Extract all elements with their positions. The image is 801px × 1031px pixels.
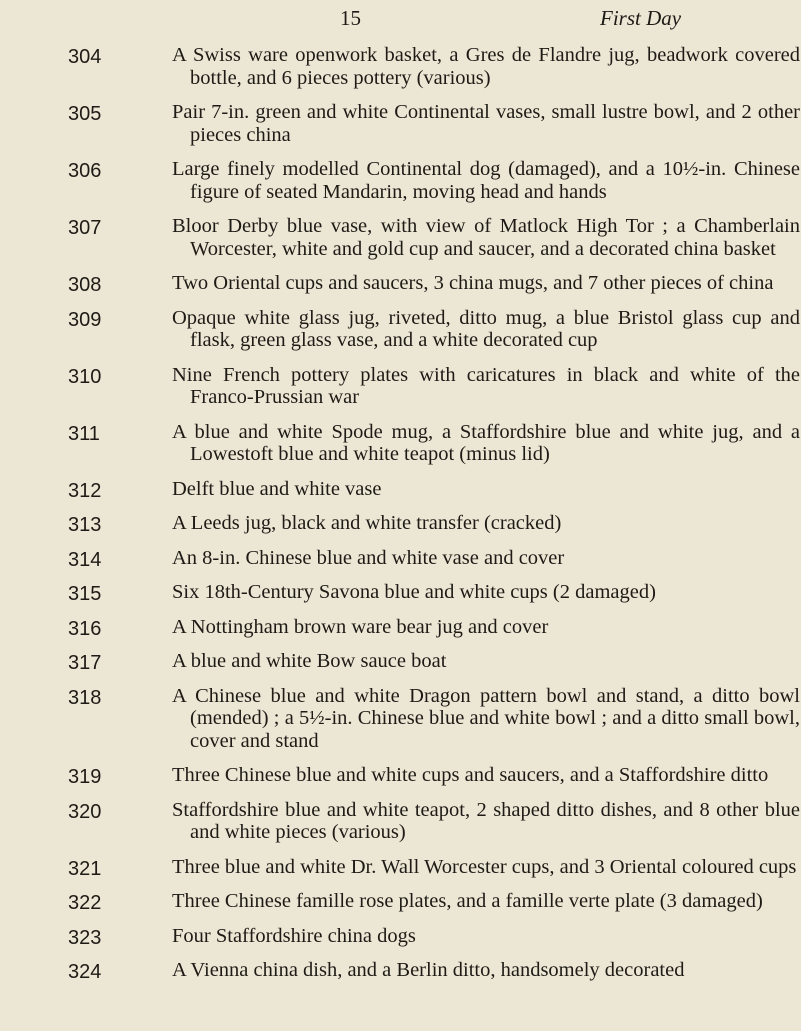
lot-number: 311: [68, 422, 100, 445]
lot-number: 314: [68, 548, 102, 571]
lot-description: Nine French pottery plates with caricatures in black and white of the Franco-Prussian war: [172, 363, 800, 408]
lot-entry: [0, 685, 801, 753]
lot-number: 312: [68, 479, 102, 502]
lot-description: Six 18th-Century Savona blue and white cups (2 damaged): [172, 581, 656, 603]
lot-entry: [0, 959, 801, 982]
lot-description: A Chinese blue and white Dragon pattern bowl and stand, a ditto bowl (mended) ; a 5½-in. Chinese blue and white bowl ; and a ditto small bowl, cover and stand: [172, 684, 800, 752]
lot-number: 324: [68, 961, 102, 983]
lot-description: A blue and white Spode mug, a Staffordshire blue and white jug, and a Lowestoft blue and white teapot (minus lid): [172, 420, 800, 465]
lot-number: 313: [68, 514, 102, 536]
lot-description: Three Chinese famille rose plates, and a famille verte plate (3 damaged): [172, 890, 763, 912]
lot-number: 322: [68, 892, 102, 914]
lot-number: 318: [68, 686, 102, 709]
running-title: First Day: [600, 6, 682, 30]
lot-description: Bloor Derby blue vase, with view of Matlock High Tor ; a Chamberlain Worcester, white and gold cup and saucer, and a decorated china basket: [172, 215, 800, 260]
lot-number: 305: [68, 103, 102, 125]
lot-entry: [0, 44, 801, 89]
lot-entry: [0, 650, 801, 673]
lot-description: Large finely modelled Continental dog (damaged), and a 10½-in. Chinese figure of seated Mandarin, moving head and hands: [172, 158, 800, 203]
lot-entry: [0, 547, 801, 570]
lot-entry: [0, 307, 801, 352]
lot-number: 321: [68, 857, 102, 880]
lot-number: 307: [68, 217, 102, 239]
page-number: 15: [340, 6, 361, 30]
lot-entry: [0, 890, 801, 913]
lot-entry: [0, 101, 801, 146]
lot-number: 304: [68, 46, 102, 68]
lot-entry: [0, 581, 801, 604]
lot-entry: [0, 764, 801, 787]
lot-list: [0, 44, 801, 994]
lot-entry: [0, 616, 801, 639]
lot-number: 310: [68, 365, 102, 388]
lot-description: A Swiss ware openwork basket, a Gres de Flandre jug, beadwork covered bottle, and 6 pieces pottery (various): [172, 44, 800, 89]
lot-number: 323: [68, 926, 102, 949]
lot-entry: [0, 421, 801, 466]
lot-description: Three blue and white Dr. Wall Worcester cups, and 3 Oriental coloured cups: [172, 855, 797, 878]
lot-entry: [0, 512, 801, 535]
lot-description: Two Oriental cups and saucers, 3 china mugs, and 7 other pieces of china: [172, 272, 774, 294]
lot-description: A Vienna china dish, and a Berlin ditto, handsomely decorated: [172, 959, 685, 981]
lot-description: Pair 7-in. green and white Continental vases, small lustre bowl, and 2 other pieces china: [172, 101, 800, 146]
lot-number: 320: [68, 800, 102, 823]
lot-entry: [0, 478, 801, 501]
lot-number: 317: [68, 652, 102, 674]
lot-description: A blue and white Bow sauce boat: [172, 650, 447, 672]
lot-description: A Nottingham brown ware bear jug and cover: [172, 615, 549, 638]
lot-number: 306: [68, 160, 102, 182]
lot-number: 308: [68, 274, 102, 296]
lot-entry: [0, 856, 801, 879]
lot-description: Three Chinese blue and white cups and saucers, and a Staffordshire ditto: [172, 764, 769, 786]
lot-entry: [0, 799, 801, 844]
lot-number: 309: [68, 308, 102, 331]
lot-entry: [0, 364, 801, 409]
lot-entry: [0, 272, 801, 295]
lot-description: A Leeds jug, black and white transfer (cracked): [172, 512, 562, 534]
lot-description: Opaque white glass jug, riveted, ditto mug, a blue Bristol glass cup and flask, green glass vase, and a white decorated cup: [172, 306, 800, 351]
lot-description: Staffordshire blue and white teapot, 2 shaped ditto dishes, and 8 other blue and white pieces (various): [172, 798, 800, 843]
lot-description: Delft blue and white vase: [172, 477, 382, 500]
lot-description: An 8-in. Chinese blue and white vase and cover: [172, 546, 565, 569]
lot-description: Four Staffordshire china dogs: [172, 924, 416, 947]
lot-number: 315: [68, 583, 102, 605]
lot-entry: [0, 215, 801, 260]
lot-entry: [0, 158, 801, 203]
lot-entry: [0, 925, 801, 948]
lot-number: 316: [68, 617, 102, 640]
lot-number: 319: [68, 766, 102, 788]
